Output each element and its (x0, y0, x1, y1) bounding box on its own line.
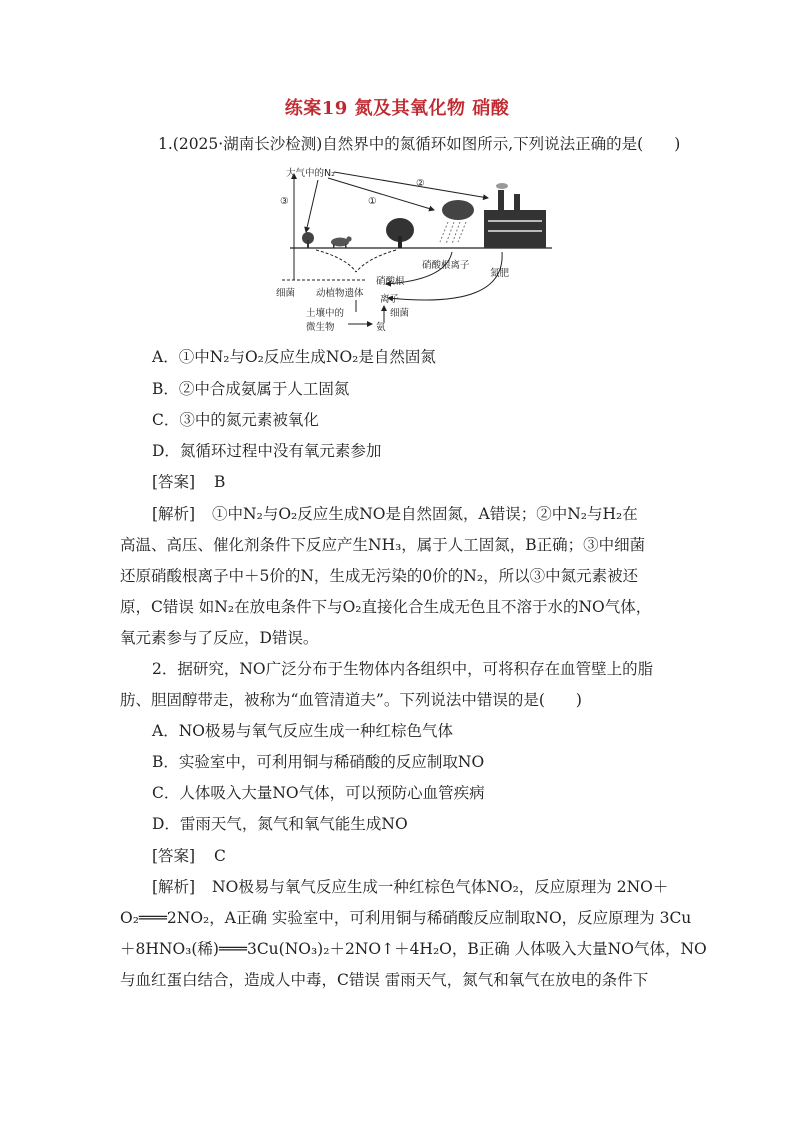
animal-icon (331, 236, 352, 248)
q1-analysis-line: 还原硝酸根离子中＋5价的N，生成无污染的0价的N₂，所以③中氮元素被还 (120, 567, 639, 585)
q1-answer-row (152, 472, 225, 492)
label-ion: 离子 (380, 294, 400, 305)
label-soil-microbe-2: 微生物 (306, 322, 335, 333)
nitrogen-cycle-diagram (276, 160, 556, 336)
q1-option-c: C．③中的氮元素被氧化 (152, 411, 319, 429)
q2-analysis-label: [解析] (152, 878, 196, 896)
q1-analysis-line: ①中N₂与O₂反应生成NO是自然固氮，A错误；②中N₂与H₂在 (212, 505, 638, 523)
q1-option-d: D．氮循环过程中没有氧元素参加 (152, 442, 382, 460)
small-plant-icon (302, 232, 314, 248)
q2-answer-value: C (214, 847, 226, 865)
q1-analysis-label: [解析] (152, 505, 196, 523)
dashed-decay-right (356, 250, 396, 272)
factory-icon (484, 183, 546, 248)
q1-analysis-row (152, 504, 638, 524)
q2-answer-label: [答案] (152, 847, 196, 865)
label-soil-microbe-1: 土壤中的 (306, 308, 345, 319)
label-nitrate: 硝酸根 (376, 276, 405, 287)
q1-option-a: A．①中N₂与O₂反应生成NO₂是自然固氮 (152, 348, 436, 366)
q2-analysis-line: ＋8HNO₃(稀)═══3Cu(NO₃)₂＋2NO↑＋4H₂O，B正确 人体吸入大量NO气体，NO (120, 940, 707, 958)
label-fertilizer: 氮肥 (490, 268, 510, 279)
q2-option-c: C．人体吸入大量NO气体，可以预防心血管疾病 (152, 784, 485, 802)
page-title: 练案19 氮及其氧化物 硝酸 (284, 98, 510, 119)
label-ammonia: 氨 (376, 322, 386, 333)
q2-analysis-line: O₂═══2NO₂，A正确 实验室中，可利用铜与稀硝酸反应制取NO，反应原理为 3Cu (120, 909, 692, 927)
q1-analysis-line: 高温、高压、催化剂条件下反应产生NH₃，属于人工固氮，B正确；③中细菌 (120, 536, 646, 554)
tree-icon (386, 218, 414, 248)
q2-option-a: A．NO极易与氧气反应生成一种红棕色气体 (152, 722, 453, 740)
label-remains: 动植物遗体 (316, 288, 364, 299)
q2-option-d: D．雷雨天气，氮气和氧气能生成NO (152, 815, 408, 833)
q1-analysis-line: 氧元素参与了反应，D错误。 (120, 629, 319, 647)
q2-analysis-line: NO极易与氧气反应生成一种红棕色气体NO₂，反应原理为 2NO＋ (212, 878, 669, 896)
label-bacteria-2: 细菌 (390, 308, 410, 319)
q1-option-b: B．②中合成氨属于人工固氮 (152, 380, 350, 398)
q1-analysis-line: 原，C错误 如N₂在放电条件下与O₂直接化合生成无色且不溶于水的NO气体， (120, 598, 652, 616)
label-bacteria: 细菌 (276, 288, 296, 299)
question-1-stem: 1.(2025·湖南长沙检测)自然界中的氮循环如图所示,下列说法正确的是( ) (158, 135, 681, 153)
q2-analysis-line: 与血红蛋白结合，造成人中毒，C错误 雷雨天气，氮气和氧气在放电的条件下 (120, 971, 649, 989)
marker-3: ③ (280, 196, 289, 207)
marker-2: ② (416, 178, 425, 189)
arrow-process-2 (334, 172, 488, 198)
q2-answer-row (152, 846, 226, 866)
q1-answer-label: [答案] (152, 473, 196, 491)
thundercloud-icon (440, 200, 474, 244)
question-2-stem: 肪、胆固醇带走，被称为“血管清道夫”。下列说法中错误的是( ) (120, 691, 582, 709)
label-nitrate-ion: 硝酸根离子 (422, 260, 470, 271)
dashed-decay-left (316, 250, 356, 272)
marker-1: ① (368, 196, 377, 207)
q1-answer-value: B (214, 473, 226, 491)
label-atmosphere-n2: 大气中的N₂ (286, 168, 335, 179)
q2-analysis-row (152, 877, 668, 897)
q2-option-b: B．实验室中，可利用铜与稀硝酸的反应制取NO (152, 753, 485, 771)
arrow-to-plant (306, 180, 318, 232)
question-2-stem: 2．据研究，NO广泛分布于生物体内各组织中，可将积存在血管壁上的脂 (152, 660, 654, 678)
